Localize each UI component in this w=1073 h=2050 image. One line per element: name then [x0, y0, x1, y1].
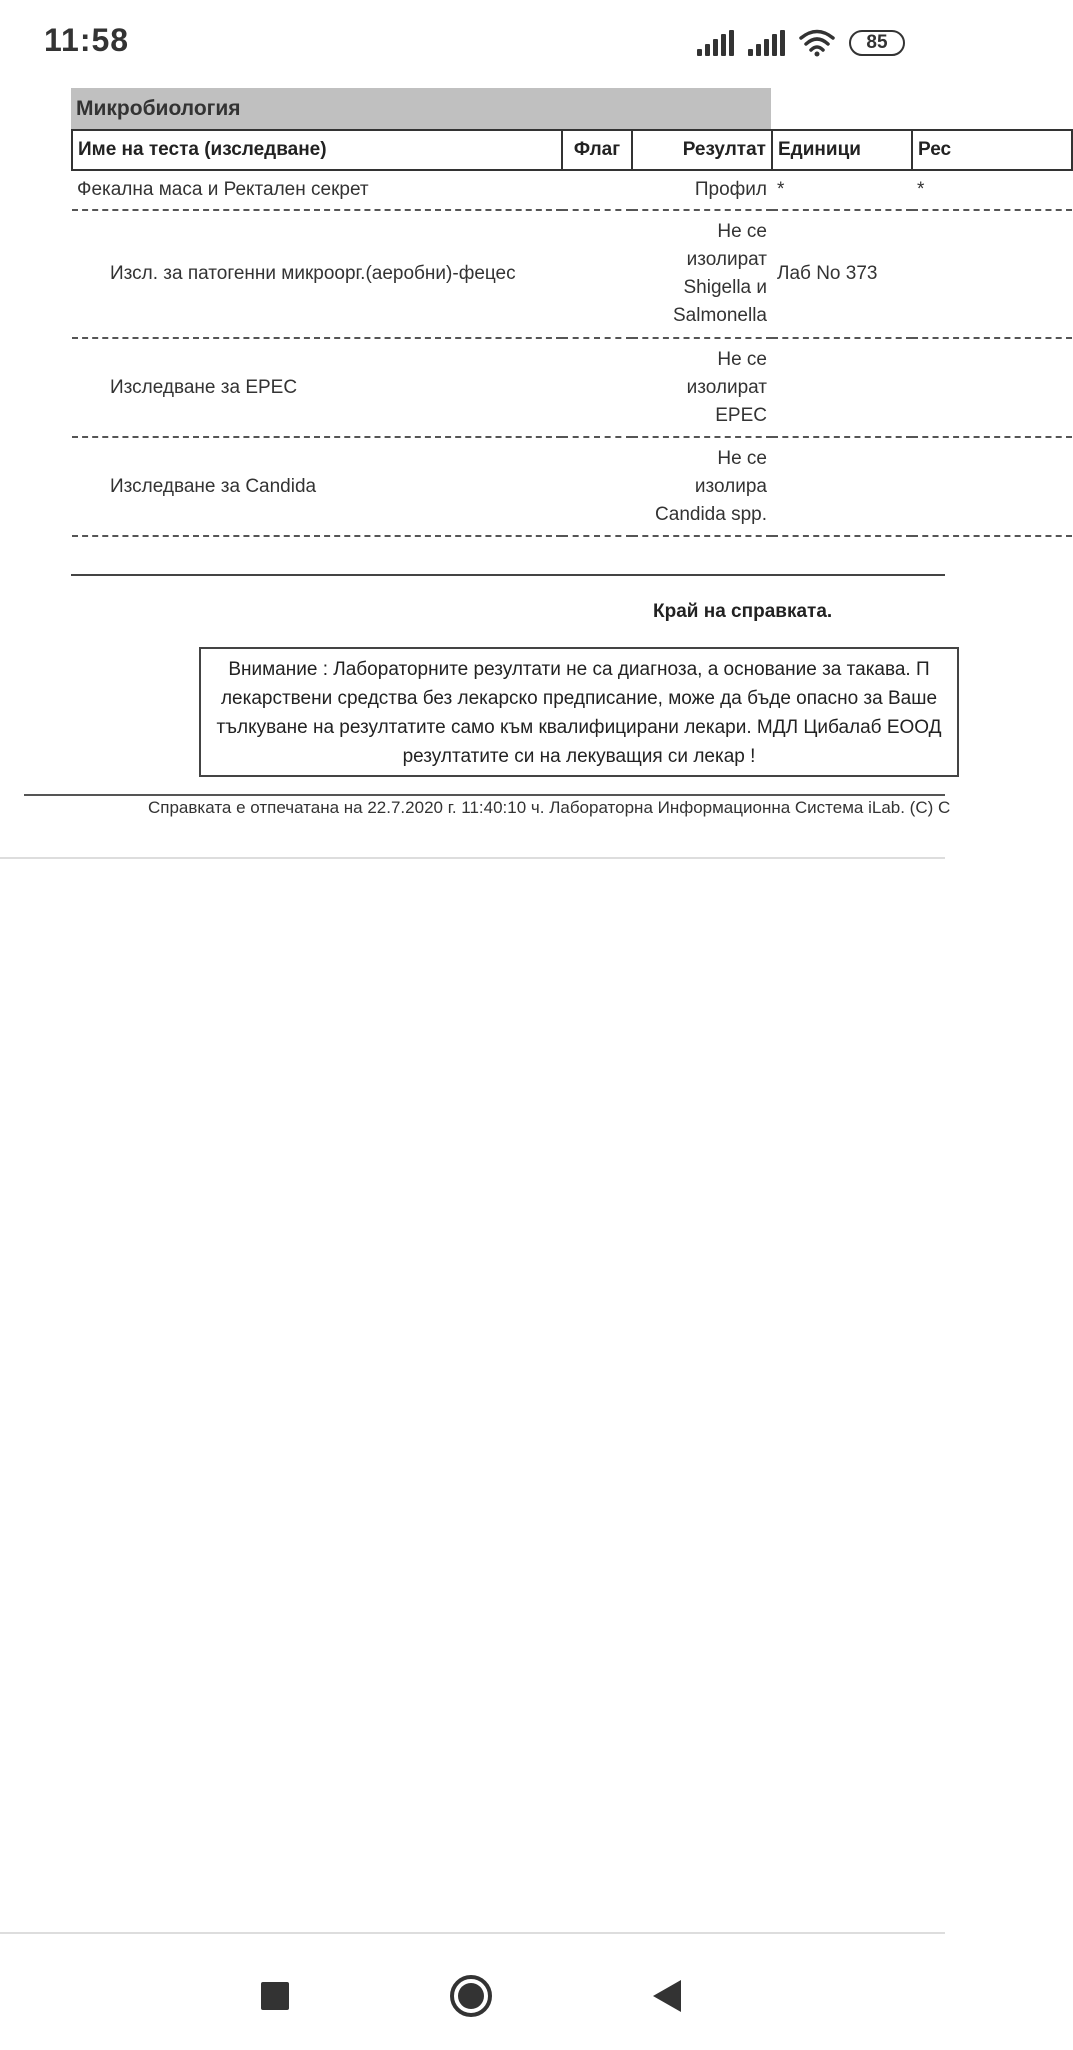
- result-line: Candida spp.: [655, 503, 767, 525]
- test-unit: [772, 437, 912, 536]
- test-flag: [562, 210, 632, 338]
- column-header-test-name: Име на теста (изследване): [72, 130, 562, 170]
- battery-level: 85: [866, 32, 888, 53]
- test-name: Изследване за Candida: [72, 437, 562, 536]
- result-line: Не се: [717, 348, 767, 370]
- status-icons: [697, 26, 905, 60]
- print-footer: Справката е отпечатана на 22.7.2020 г. 11:40:10 ч. Лабораторна Информационна Система iLab. (C) C: [148, 798, 951, 817]
- result-line: Salmonella: [673, 305, 767, 326]
- table-row: [72, 437, 1072, 536]
- column-header-flag: Флаг: [562, 130, 632, 170]
- footer-divider: [24, 794, 945, 796]
- square-icon: [261, 1982, 289, 2010]
- test-flag: [562, 338, 632, 437]
- table-header-row: [72, 130, 1072, 170]
- test-reference: [912, 338, 1072, 437]
- test-result: [632, 437, 772, 536]
- test-name: Изследване за EPEC: [72, 338, 562, 437]
- column-header-result: Резултат: [632, 130, 772, 170]
- page-edge: [0, 857, 945, 859]
- test-name: Изсл. за патогенни микроорг.(аеробни)-фецес: [72, 210, 562, 338]
- wifi-icon: [799, 29, 835, 57]
- lab-report-page[interactable]: [0, 84, 952, 864]
- test-unit: Лаб No 373: [772, 210, 912, 338]
- test-unit: [772, 338, 912, 437]
- test-unit: *: [772, 170, 912, 210]
- table-row: [72, 210, 1072, 338]
- result-line: изолират: [686, 376, 767, 398]
- result-line: изолира: [694, 475, 767, 497]
- result-line: Не се: [717, 221, 767, 242]
- status-bar: [0, 0, 945, 84]
- section-title: Микробиология: [71, 88, 771, 129]
- disclaimer-line: лекарствени средства без лекарско предписание, може да бъде опасно за Ваше: [220, 688, 938, 709]
- test-result: Профил: [632, 170, 772, 210]
- results-table: [71, 129, 1073, 537]
- test-reference: [912, 210, 1072, 338]
- test-flag: [562, 437, 632, 536]
- test-flag: [562, 170, 632, 210]
- test-reference: [912, 437, 1072, 536]
- test-reference: *: [912, 170, 1072, 210]
- result-line: Не се: [717, 447, 767, 469]
- result-line: изолират: [686, 249, 767, 270]
- navigation-bar: [0, 1932, 945, 2050]
- disclaimer-line: резултатите си на лекуващия си лекар !: [402, 746, 756, 767]
- recents-button[interactable]: [253, 1974, 297, 2018]
- signal-icon: [748, 30, 785, 56]
- back-triangle-icon: [651, 1979, 683, 2013]
- divider: [71, 574, 945, 576]
- table-row: [72, 170, 1072, 210]
- test-result: [632, 338, 772, 437]
- test-result: [632, 210, 772, 338]
- column-header-reference: Рес: [912, 130, 1072, 170]
- disclaimer-line: Внимание : Лабораторните резултати не са диагноза, а основание за такава. П: [228, 659, 930, 680]
- column-header-units: Единици: [772, 130, 912, 170]
- circle-icon: [449, 1974, 493, 2018]
- back-button[interactable]: [645, 1974, 689, 2018]
- report-end-label: Край на справката.: [653, 601, 833, 622]
- battery-icon: [849, 30, 905, 56]
- test-name: Фекална маса и Ректален секрет: [72, 170, 562, 210]
- disclaimer-box: [199, 647, 959, 777]
- result-line: EPEC: [715, 404, 767, 426]
- disclaimer-line: тълкуване на резултатите само към квалифицирани лекари. МДЛ Цибалаб ЕООД: [216, 717, 942, 738]
- status-time: 11:58: [44, 22, 130, 58]
- signal-icon: [697, 30, 734, 56]
- home-button[interactable]: [449, 1974, 493, 2018]
- table-row: [72, 338, 1072, 437]
- result-line: Shigella и: [683, 277, 767, 298]
